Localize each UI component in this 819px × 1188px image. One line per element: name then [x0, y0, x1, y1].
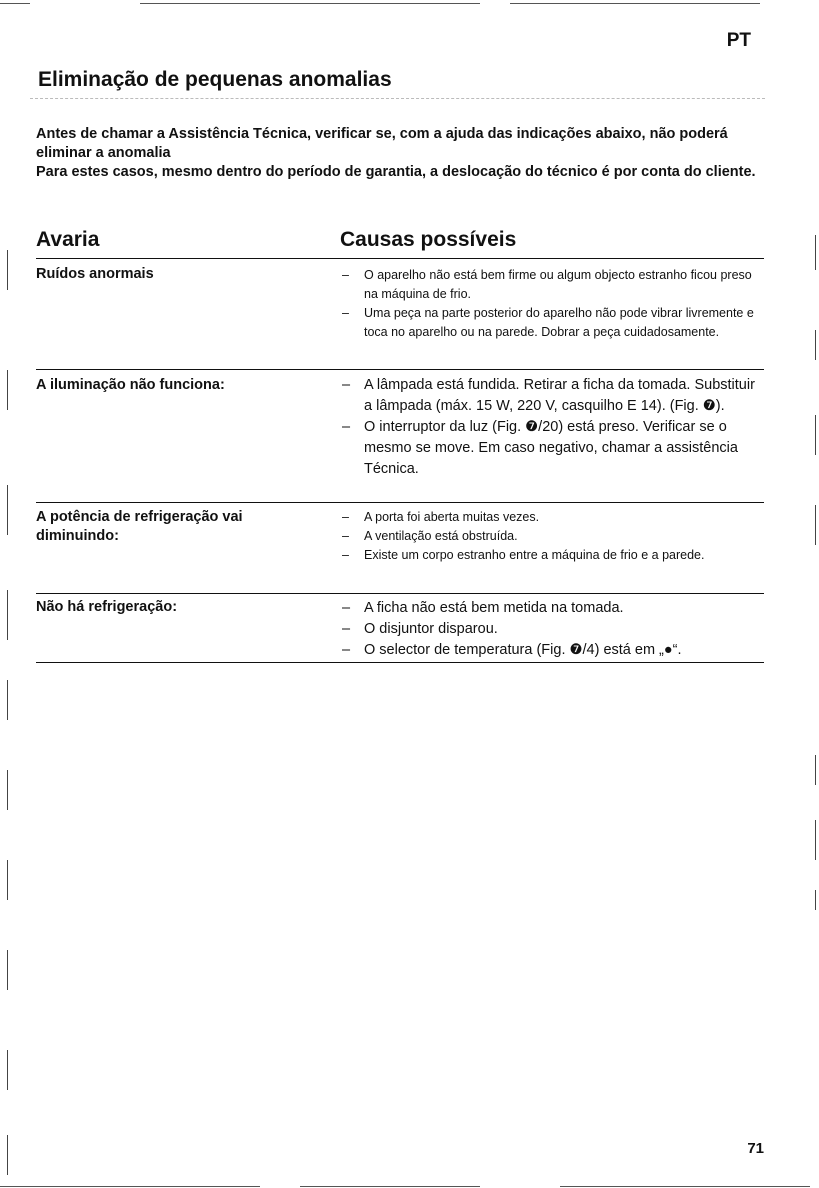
cause-item: – A porta foi aberta muitas vezes. [340, 508, 765, 527]
scan-edge-mark [510, 3, 760, 4]
row-rule [36, 593, 764, 594]
scan-edge-mark [7, 590, 8, 640]
scan-edge-mark [7, 680, 8, 720]
intro-text [36, 125, 766, 182]
scan-edge-mark [300, 1186, 480, 1187]
header-rule [36, 258, 764, 259]
fault-label: A potência de refrigeração vai diminuindo: [36, 509, 243, 544]
scan-edge-mark [560, 1186, 810, 1187]
row-rule [36, 662, 764, 663]
scan-edge-mark [815, 415, 816, 455]
causes-list [340, 266, 765, 342]
scan-edge-mark [7, 1135, 8, 1175]
causes-list [340, 508, 765, 565]
cause-item: – O selector de temperatura (Fig. ❼/4) está em „●“. [340, 640, 765, 661]
title-underline [30, 98, 765, 99]
page-title: Eliminação de pequenas anomalias [38, 68, 392, 91]
scan-edge-mark [815, 505, 816, 545]
scan-edge-mark [0, 1186, 260, 1187]
row-rule [36, 502, 764, 503]
language-code: PT [726, 30, 751, 51]
cause-item: – O interruptor da luz (Fig. ❼/20) está preso. Verificar se o mesmo se move. Em caso negativo, chamar a assistência Técnica. [340, 417, 765, 480]
cause-item: – A ventilação está obstruída. [340, 527, 765, 546]
fault-label: A iluminação não funciona: [36, 377, 225, 393]
scan-edge-mark [815, 890, 816, 910]
row-rule [36, 369, 764, 370]
scan-edge-mark [7, 1050, 8, 1090]
scan-edge-mark [0, 3, 30, 4]
scan-edge-mark [140, 3, 480, 4]
scan-edge-mark [7, 770, 8, 810]
causes-list [340, 598, 765, 661]
cause-item: – O aparelho não está bem firme ou algum objecto estranho ficou preso na máquina de frio. [340, 266, 765, 304]
intro-paragraph: Antes de chamar a Assistência Técnica, verificar se, com a ajuda das indicações abaixo, não poderá eliminar a anomalia [36, 126, 728, 161]
intro-paragraph: Para estes casos, mesmo dentro do período de garantia, a deslocação do técnico é por conta do cliente. [36, 164, 756, 180]
scan-edge-mark [7, 250, 8, 290]
scan-edge-mark [7, 485, 8, 535]
cause-item: – A lâmpada está fundida. Retirar a ficha da tomada. Substituir a lâmpada (máx. 15 W, 220 V, casquilho E 14). (Fig. ❼). [340, 375, 765, 417]
column-header-causes: Causas possíveis [340, 228, 517, 251]
page-number: 71 [747, 1140, 764, 1157]
cause-item: – A ficha não está bem metida na tomada. [340, 598, 765, 619]
scan-edge-mark [7, 860, 8, 900]
scan-edge-mark [815, 330, 816, 360]
cause-item: – O disjuntor disparou. [340, 619, 765, 640]
fault-label: Ruídos anormais [36, 266, 154, 282]
fault-label: Não há refrigeração: [36, 599, 178, 615]
scan-edge-mark [815, 235, 816, 270]
scan-edge-mark [7, 950, 8, 990]
cause-item: – Existe um corpo estranho entre a máquina de frio e a parede. [340, 546, 765, 565]
scan-edge-mark [7, 370, 8, 410]
causes-list [340, 375, 765, 480]
scan-edge-mark [815, 820, 816, 860]
scan-edge-mark [815, 755, 816, 785]
cause-item: – Uma peça na parte posterior do aparelho não pode vibrar livremente e toca no aparelho ou na parede. Dobrar a peça cuidadosamente. [340, 304, 765, 342]
column-header-fault: Avaria [36, 228, 100, 251]
